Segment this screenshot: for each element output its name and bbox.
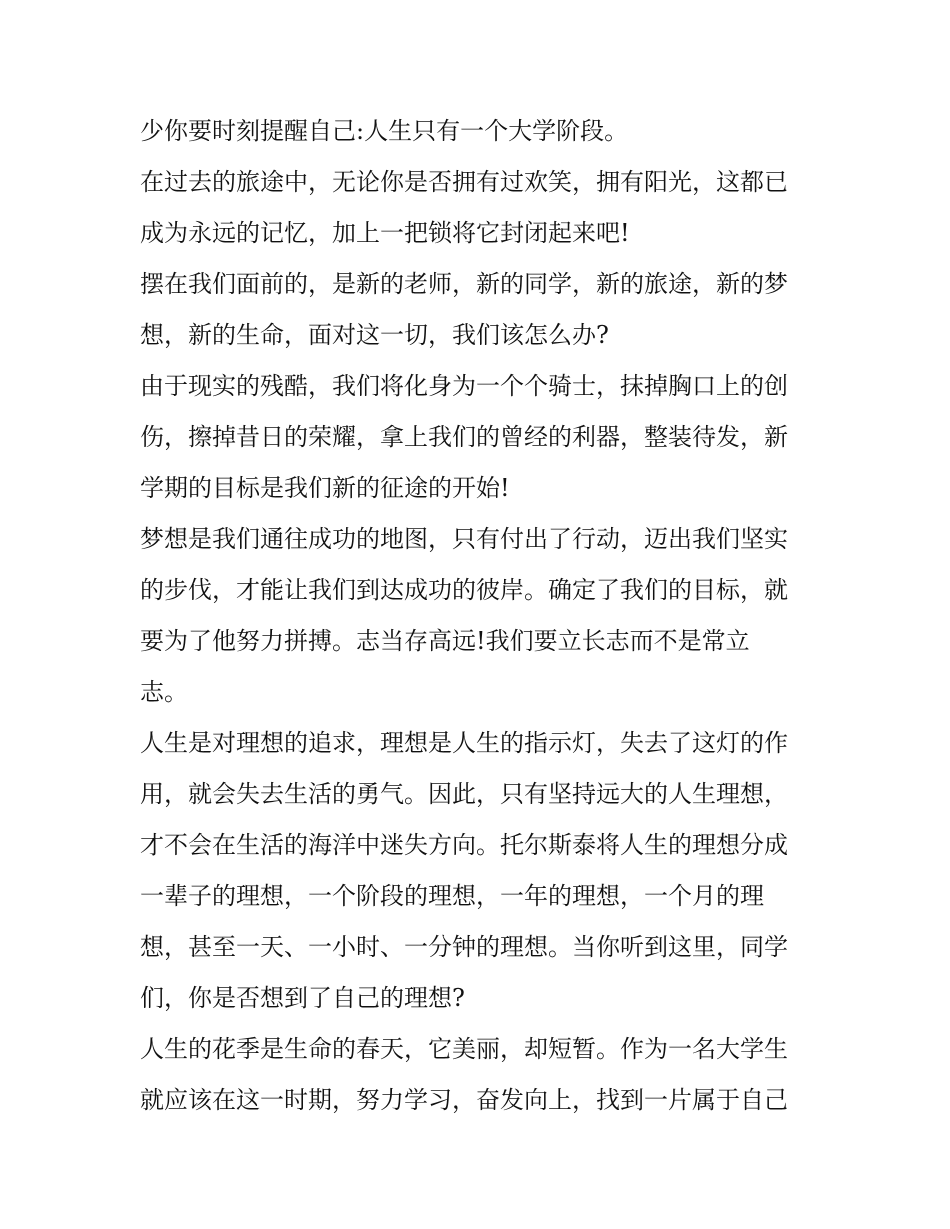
text-line: 的步伐，才能让我们到达成功的彼岸。确定了我们的目标，就 xyxy=(140,576,788,604)
text-line: 志。 xyxy=(140,678,188,706)
text-line: 在过去的旅途中，无论你是否拥有过欢笑，拥有阳光，这都已 xyxy=(140,168,788,196)
text-line: 就应该在这一时期，努力学习，奋发向上，找到一片属于自己 xyxy=(140,1086,788,1114)
text-line: 少你要时刻提醒自己:人生只有一个大学阶段。 xyxy=(140,117,629,145)
body-text xyxy=(140,106,820,1126)
text-line: 成为永远的记忆，加上一把锁将它封闭起来吧! xyxy=(140,219,630,247)
text-line: 摆在我们面前的，是新的老师，新的同学，新的旅途，新的梦 xyxy=(140,270,788,298)
text-line: 人生是对理想的追求，理想是人生的指示灯，失去了这灯的作 xyxy=(140,729,788,757)
text-line: 想，新的生命，面对这一切，我们该怎么办? xyxy=(140,321,609,349)
text-line: 由于现实的残酷，我们将化身为一个个骑士，抹掉胸口上的创 xyxy=(140,372,788,400)
text-line: 梦想是我们通往成功的地图，只有付出了行动，迈出我们坚实 xyxy=(140,525,788,553)
text-line: 一辈子的理想，一个阶段的理想，一年的理想，一个月的理 xyxy=(140,882,764,910)
text-line: 才不会在生活的海洋中迷失方向。托尔斯泰将人生的理想分成 xyxy=(140,831,788,859)
text-line: 想，甚至一天、一小时、一分钟的理想。当你听到这里，同学 xyxy=(140,933,788,961)
text-line: 学期的目标是我们新的征途的开始! xyxy=(140,474,510,502)
text-line: 人生的花季是生命的春天，它美丽，却短暂。作为一名大学生 xyxy=(140,1035,788,1063)
text-line: 要为了他努力拼搏。志当存高远!我们要立长志而不是常立 xyxy=(140,627,750,655)
text-line: 伤，擦掉昔日的荣耀，拿上我们的曾经的利器，整装待发，新 xyxy=(140,423,788,451)
text-line: 用，就会失去生活的勇气。因此，只有坚持远大的人生理想， xyxy=(140,780,788,808)
text-line: 们，你是否想到了自己的理想? xyxy=(140,984,465,1012)
